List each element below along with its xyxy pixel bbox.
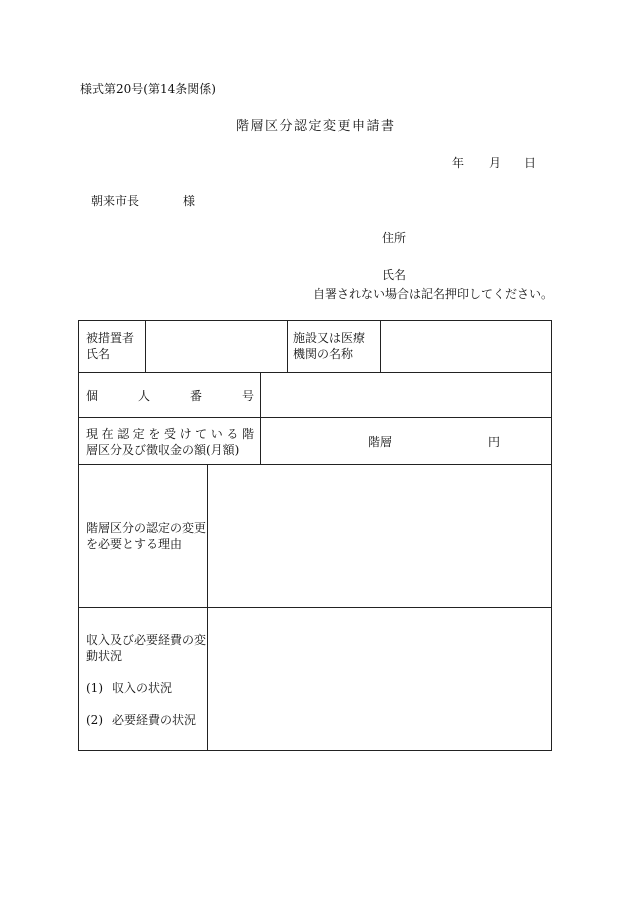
current-stage-label <box>86 426 254 458</box>
current-stage-char: け <box>179 427 192 441</box>
item-number: (2) <box>86 713 103 727</box>
date-day-label: 日 <box>524 156 537 170</box>
stage-label: 階層 <box>368 435 393 449</box>
income-expense-label-line2: 動状況 <box>86 649 123 663</box>
date-month-label: 月 <box>489 156 502 170</box>
current-stage-char: い <box>210 427 223 441</box>
individual-number-char: 人 <box>137 389 150 403</box>
table-col-divider <box>207 464 208 751</box>
current-stage-char: 在 <box>101 427 114 441</box>
table-border-top <box>78 320 552 321</box>
table-border-bottom <box>78 750 552 751</box>
beneficiary-name-field[interactable] <box>149 322 285 370</box>
income-expense-label-line1: 収入及び必要経費の変 <box>86 633 207 647</box>
income-expense-label <box>86 632 206 728</box>
change-reason-field[interactable] <box>211 467 548 605</box>
individual-number-char: 番 <box>189 389 202 403</box>
table-col-divider <box>260 372 261 465</box>
individual-number-char: 個 <box>86 389 99 403</box>
facility-name-label <box>293 330 365 362</box>
current-stage-char: る <box>226 427 239 441</box>
beneficiary-name-label-line2: 氏名 <box>86 347 111 361</box>
table-col-divider <box>380 320 381 373</box>
income-status-item <box>86 680 206 696</box>
current-stage-label-line2: 層区分及び徴収金の額(月額) <box>86 443 240 457</box>
income-status-label: 収入の状況 <box>112 681 173 695</box>
application-table <box>78 320 552 751</box>
table-col-divider <box>287 320 288 373</box>
item-number: (1) <box>86 681 103 695</box>
expense-status-label: 必要経費の状況 <box>112 713 197 727</box>
table-row-divider <box>78 464 552 465</box>
individual-number-field[interactable] <box>264 375 548 415</box>
table-border-right <box>551 320 552 751</box>
applicant-address-label: 住所 <box>382 231 407 245</box>
current-stage-label-line1 <box>86 426 254 442</box>
beneficiary-name-label-line1: 被措置者 <box>86 331 135 345</box>
table-row-divider <box>78 607 552 608</box>
current-stage-char: て <box>195 427 208 441</box>
facility-name-label-line2: 機関の名称 <box>293 347 354 361</box>
document-title: 階層区分認定変更申請書 <box>236 119 396 134</box>
applicant-name-label: 氏名 <box>382 268 407 282</box>
table-row-divider <box>78 417 552 418</box>
current-stage-char: 現 <box>86 427 99 441</box>
table-col-divider <box>145 320 146 373</box>
change-reason-label-line2: を必要とする理由 <box>86 537 183 551</box>
table-border-left <box>78 320 79 751</box>
yen-label: 円 <box>488 435 501 449</box>
current-stage-char: 認 <box>117 427 130 441</box>
date-year-label: 年 <box>452 156 465 170</box>
current-stage-char: 受 <box>163 427 176 441</box>
facility-name-field[interactable] <box>384 322 548 370</box>
facility-name-label-line1: 施設又は医療 <box>293 331 366 345</box>
seal-note: 自署されない場合は記名押印してください。 <box>313 287 554 301</box>
form-number: 様式第20号(第14条関係) <box>80 82 216 96</box>
table-row-divider <box>78 372 552 373</box>
expense-status-item <box>86 712 206 728</box>
change-reason-label <box>86 520 206 552</box>
individual-number-label <box>86 388 254 404</box>
addressee: 朝来市長 <box>91 194 140 208</box>
current-stage-char: 定 <box>132 427 145 441</box>
current-stage-char: を <box>148 427 161 441</box>
income-expense-field[interactable] <box>211 610 548 748</box>
beneficiary-name-label <box>86 330 134 362</box>
current-stage-char: 階 <box>241 427 254 441</box>
honorific: 様 <box>183 194 196 208</box>
change-reason-label-line1: 階層区分の認定の変更 <box>86 521 207 535</box>
individual-number-char: 号 <box>241 389 254 403</box>
